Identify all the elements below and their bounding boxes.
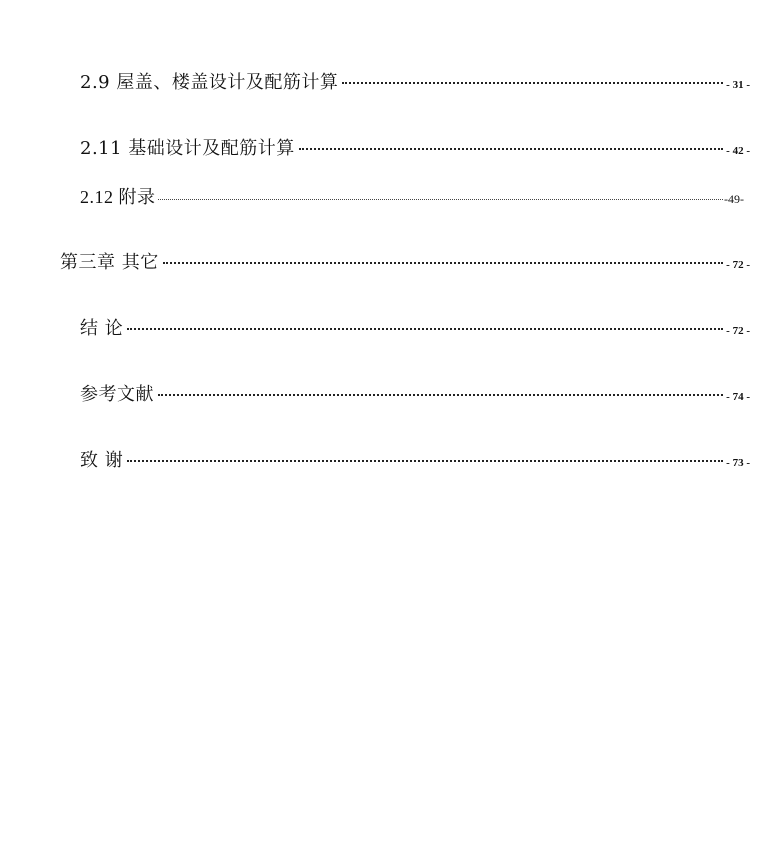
toc-entry-page: - 73 - (726, 457, 750, 469)
toc-dot-leader (127, 460, 723, 462)
toc-entry-conclusion[interactable] (80, 314, 750, 340)
toc-entry-title: 2.12 附录 (80, 187, 156, 207)
toc-entry-page: - 74 - (726, 391, 750, 403)
toc-dot-leader (163, 262, 723, 264)
toc-entry-page: - 42 - (726, 145, 750, 157)
toc-entry-2-11[interactable] (80, 134, 750, 160)
toc-entry-page: - 72 - (726, 259, 750, 271)
toc-entry-title: 结 论 (80, 318, 124, 339)
toc-entry-2-12[interactable] (80, 183, 744, 209)
toc-entry-title: 2.11 基础设计及配筋计算 (80, 138, 295, 159)
toc-dot-leader (158, 199, 724, 200)
toc-entry-page: - 31 - (726, 79, 750, 91)
toc-entry-title: 致 谢 (80, 450, 124, 471)
toc-dot-leader (158, 394, 723, 396)
toc-entry-title: 2.9 屋盖、楼盖设计及配筋计算 (80, 72, 339, 93)
toc-dot-leader (342, 82, 723, 84)
toc-entry-title: 第三章 其它 (60, 252, 159, 273)
toc-entry-references[interactable] (80, 380, 750, 406)
toc-entry-page: - 72 - (726, 325, 750, 337)
toc-entry-acknowledgements[interactable] (80, 446, 750, 472)
toc-entry-2-9[interactable] (80, 68, 750, 94)
toc-dot-leader (299, 148, 723, 150)
toc-entry-chapter-3[interactable] (60, 248, 750, 274)
toc-dot-leader (127, 328, 723, 330)
toc-entry-title: 参考文献 (80, 384, 154, 405)
toc-entry-page: -49- (724, 192, 744, 206)
